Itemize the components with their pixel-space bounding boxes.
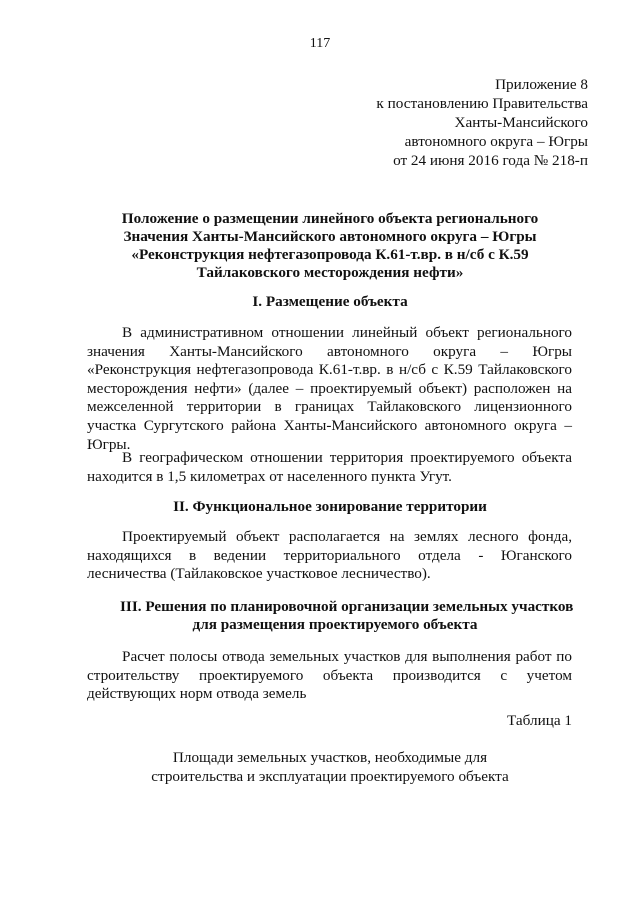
table-caption-line: Площади земельных участков, необходимые для [172,749,488,766]
section-3-paragraph-1: Расчет полосы отвода земельных участков для выполнения работ по строительству проектируемого объекта производится с учетом действующих норм отвода земель [87,648,572,703]
table-label: Таблица 1 [507,712,572,729]
appendix-line: автономного округа – Югры [404,133,588,150]
section-3-heading-line: для размещения проектируемого объекта [192,616,478,633]
appendix-line: к постановлению Правительства [376,95,588,112]
section-2-paragraph-1: Проектируемый объект располагается на землях лесного фонда, находящихся в ведении территориального отдела - Юганского лесничества (Тайлаковское участковое лесничество). [87,528,572,583]
section-1-heading: I. Размещение объекта [252,293,408,310]
document-title [80,210,580,282]
section-1-paragraph-1: В административном отношении линейный объект регионального значения Ханты-Мансийского автономного округа – Югры «Реконструкция нефтегазопровода К.61-т.вр. в н/сб с К.59 Тайлаковского месторождения нефти» (далее – проектируемый объект) расположен на межселенной территории в границах Тайлаковского лицензионного участка Сургутского района Ханты-Мансийского автономного округа – Югры. [87,324,572,453]
title-line: Тайлаковского месторождения нефти» [196,264,464,281]
section-2-heading: II. Функциональное зонирование территории [173,498,487,515]
section-3-heading-line: III. Решения по планировочной организации земельных участков [120,598,574,615]
appendix-line: Ханты-Мансийского [454,114,588,131]
title-line: «Реконструкция нефтегазопровода К.61-т.вр. в н/сб с К.59 [131,246,529,263]
title-line: Значения Ханты-Мансийского автономного округа – Югры [123,228,537,245]
table-caption [80,748,580,786]
appendix-block [376,75,588,170]
page-number: 117 [309,36,331,51]
title-line: Положение о размещении линейного объекта регионального [121,210,539,227]
table-caption-line: строительства и эксплуатации проектируемого объекта [151,768,509,785]
appendix-line: от 24 июня 2016 года № 218-п [393,152,588,169]
section-3-heading [120,598,580,634]
appendix-line: Приложение 8 [495,76,588,93]
section-1-paragraph-2: В географическом отношении территория проектируемого объекта находится в 1,5 километрах от населенного пункта Угут. [87,449,572,485]
